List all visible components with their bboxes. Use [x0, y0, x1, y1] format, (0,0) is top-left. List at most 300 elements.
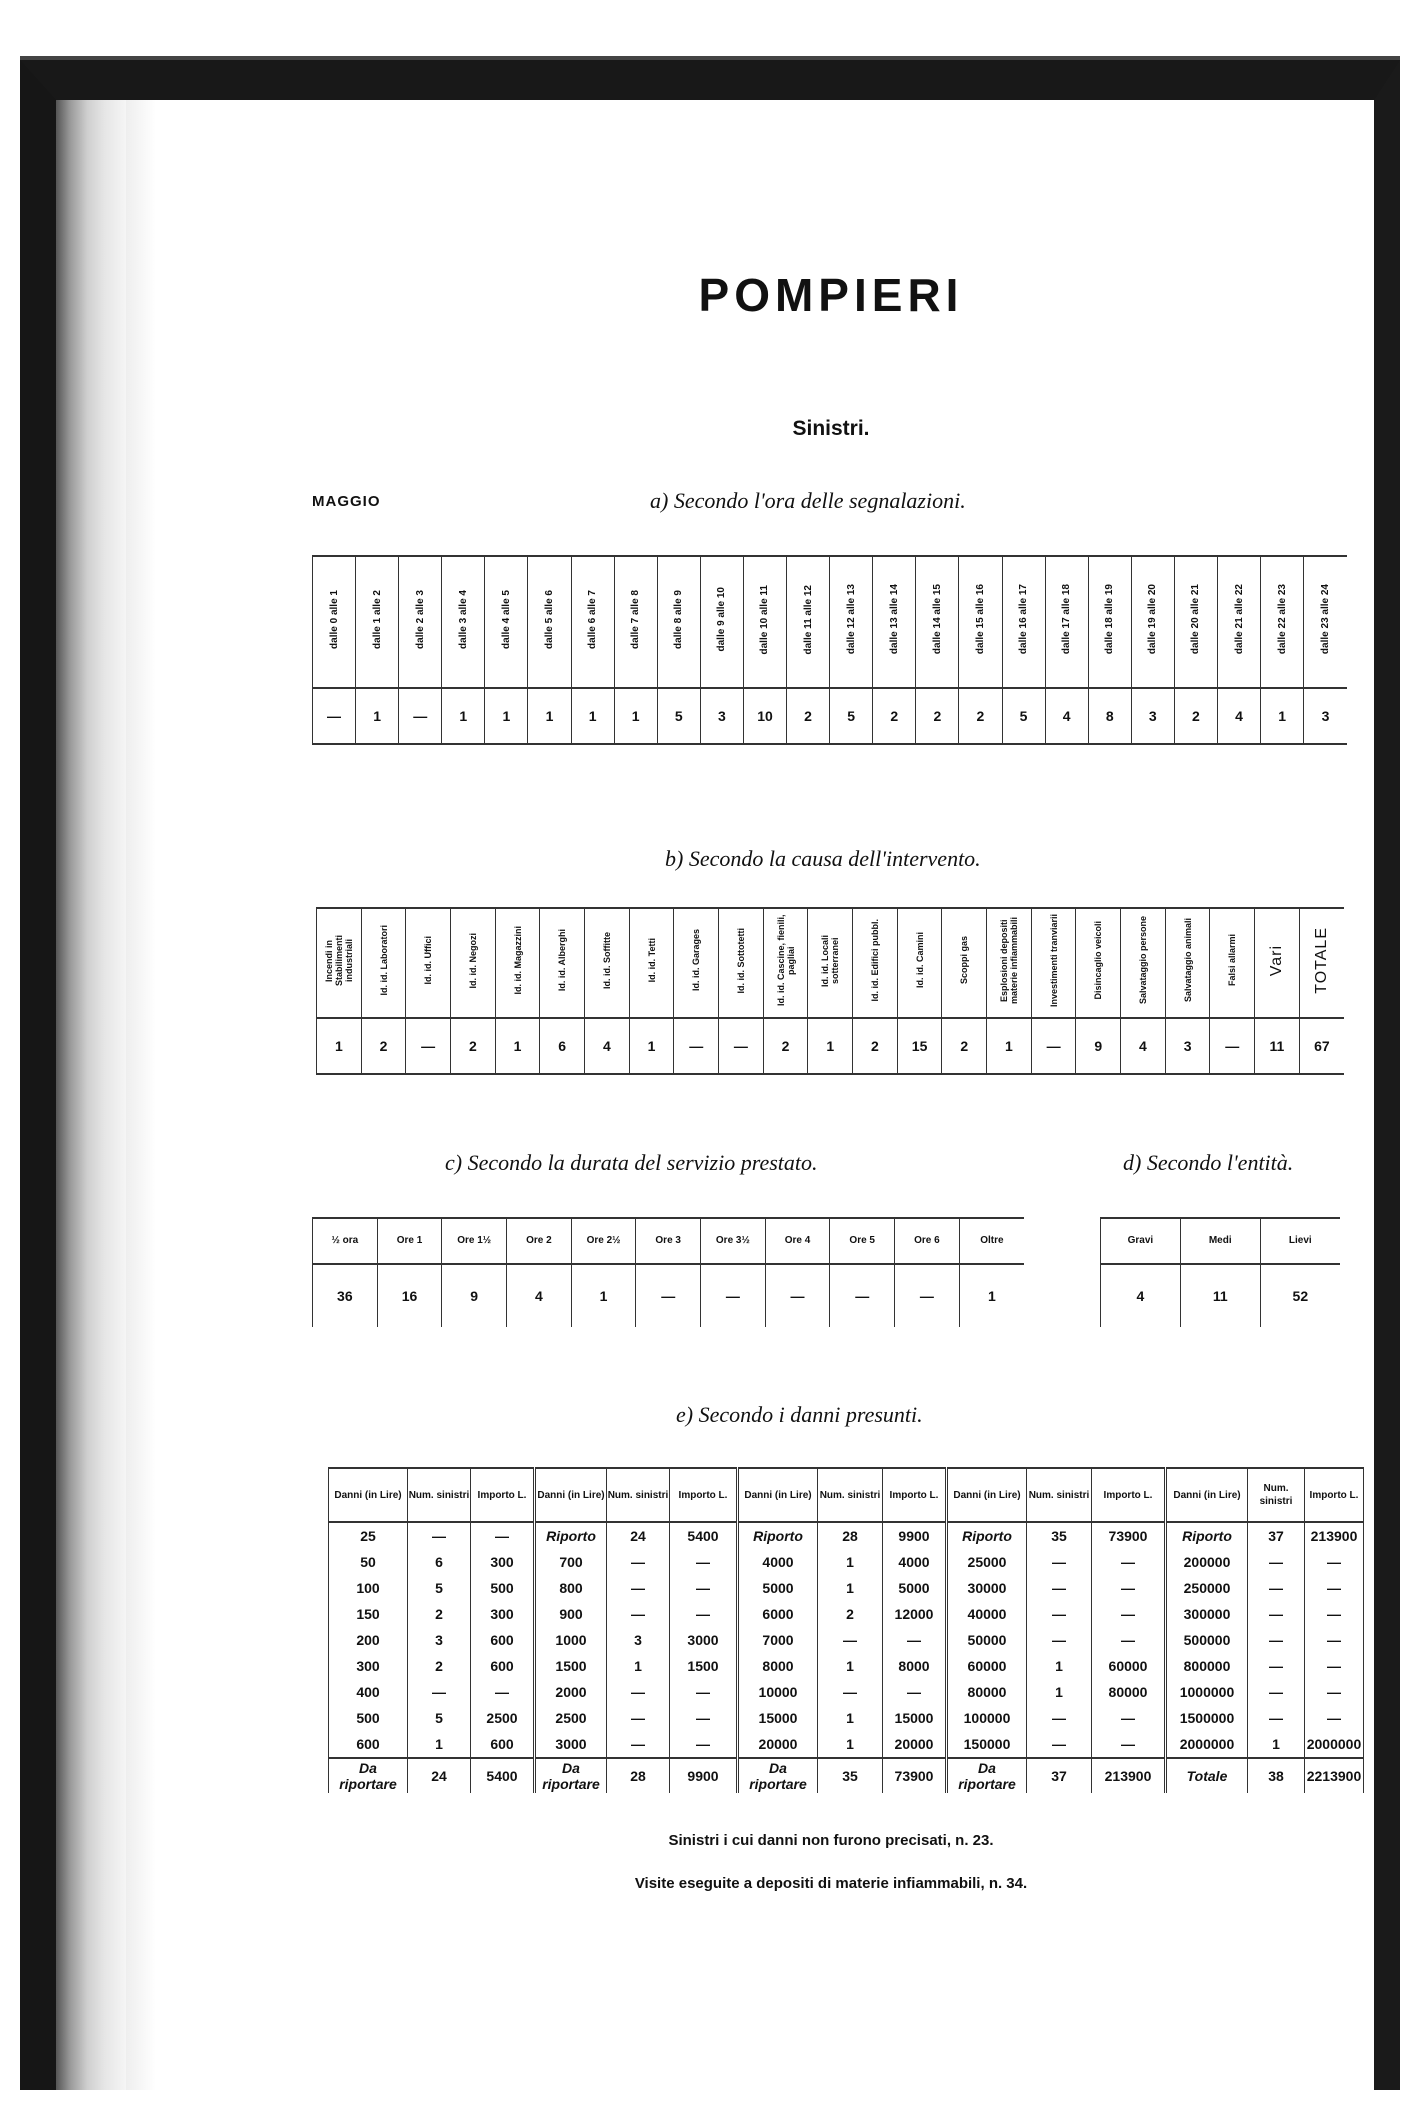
damage-header-cell: Num. sinistri: [818, 1468, 883, 1522]
damage-header-cell: Danni (in Lire): [947, 1468, 1027, 1522]
cause-value-cell: 1: [629, 1018, 674, 1074]
damage-cell: —: [818, 1627, 883, 1653]
duration-header-cell: Ore 2: [507, 1218, 572, 1264]
damage-row: [329, 1601, 1364, 1627]
damage-cell: 15000: [738, 1705, 818, 1731]
damage-header-cell: Num. sinistri: [607, 1468, 670, 1522]
damage-cell: 50: [329, 1549, 408, 1575]
hour-header-label: dalle 6 alle 7: [587, 590, 599, 649]
damage-cell: —: [471, 1679, 535, 1705]
entity-value-cell: 11: [1180, 1264, 1260, 1327]
damage-total-cell: 37: [1027, 1758, 1092, 1793]
cause-header-cell: [540, 908, 585, 1018]
cause-value-cell: 2: [942, 1018, 987, 1074]
damage-cell: —: [1027, 1731, 1092, 1758]
cause-header-cell: [1031, 908, 1076, 1018]
cause-value-cell: —: [406, 1018, 451, 1074]
hour-header-cell: [657, 556, 700, 688]
damage-header-cell: Num. sinistri: [408, 1468, 471, 1522]
damage-cell: 500: [329, 1705, 408, 1731]
damage-cell: —: [408, 1679, 471, 1705]
hour-value-cell: 1: [356, 688, 399, 744]
damage-cell: 3: [408, 1627, 471, 1653]
section-a-title: a) Secondo l'ora delle segnalazioni.: [650, 488, 966, 513]
hour-header-label: dalle 22 alle 23: [1276, 584, 1288, 655]
hour-header-label: dalle 18 alle 19: [1104, 584, 1116, 655]
damage-cell: 600: [471, 1731, 535, 1758]
damage-header-cell: Importo L.: [471, 1468, 535, 1522]
page-subtitle: Sinistri.: [792, 417, 870, 440]
damage-header-cell: Danni (in Lire): [329, 1468, 408, 1522]
cause-header-label: Id. id. Camini: [914, 932, 925, 989]
damage-cell: 28: [818, 1522, 883, 1549]
damage-cell: —: [1027, 1705, 1092, 1731]
damage-cell: —: [670, 1549, 738, 1575]
hour-value-cell: 4: [1045, 688, 1088, 744]
damage-cell: —: [1305, 1627, 1364, 1653]
cause-value-cell: 2: [763, 1018, 808, 1074]
damage-cell: 300: [471, 1601, 535, 1627]
section-c-title: c) Secondo la durata del servizio prestato.: [445, 1150, 818, 1175]
book-spine-highlight: [126, 100, 156, 2090]
damage-header-cell: Danni (in Lire): [1166, 1468, 1248, 1522]
cause-header-cell: [1165, 908, 1210, 1018]
cause-header-cell: [897, 908, 942, 1018]
hour-value-cell: 2: [1174, 688, 1217, 744]
damage-row: [329, 1679, 1364, 1705]
damage-cell: 500000: [1166, 1627, 1248, 1653]
cause-value-cell: 6: [540, 1018, 585, 1074]
hour-header-label: dalle 23 alle 24: [1320, 584, 1332, 655]
cause-header-cell: [406, 908, 451, 1018]
damage-total-cell: Da riportare: [738, 1758, 818, 1793]
cause-table: [316, 907, 1344, 1075]
damage-total-cell: 213900: [1092, 1758, 1166, 1793]
hour-header-cell: [787, 556, 830, 688]
hour-header-label: dalle 3 alle 4: [457, 590, 469, 649]
duration-header-cell: Ore 1: [377, 1218, 442, 1264]
hour-header-label: dalle 19 alle 20: [1147, 584, 1159, 655]
hour-header-cell: [830, 556, 873, 688]
hour-header-cell: [485, 556, 528, 688]
cause-value-cell: 2: [451, 1018, 496, 1074]
damage-cell: 40000: [947, 1601, 1027, 1627]
damage-cell: —: [1092, 1601, 1166, 1627]
duration-value-cell: —: [765, 1264, 830, 1327]
damage-cell: 2: [818, 1601, 883, 1627]
damage-cell: 1: [818, 1575, 883, 1601]
damage-cell: 60000: [947, 1653, 1027, 1679]
damage-total-cell: 38: [1248, 1758, 1305, 1793]
damage-cell: —: [1248, 1601, 1305, 1627]
hour-table: [312, 555, 1347, 745]
damage-cell: —: [607, 1679, 670, 1705]
damage-row: [329, 1653, 1364, 1679]
cause-header-label: Id. id. Cascine, fienili, pagliai: [775, 914, 796, 1007]
hour-value-cell: —: [399, 688, 442, 744]
damage-cell: 80000: [1092, 1679, 1166, 1705]
duration-header-cell: Ore 3: [636, 1218, 701, 1264]
cause-value-cell: 1: [495, 1018, 540, 1074]
damage-cell: 4000: [738, 1549, 818, 1575]
damage-cell: 900: [535, 1601, 607, 1627]
hour-header-cell: [743, 556, 786, 688]
cause-value-cell: —: [674, 1018, 719, 1074]
damage-cell: —: [1248, 1679, 1305, 1705]
cause-header-label: Id. id. Magazzini: [512, 926, 523, 995]
damage-cell: 200: [329, 1627, 408, 1653]
damage-cell: —: [1248, 1575, 1305, 1601]
damage-cell: —: [1305, 1601, 1364, 1627]
hour-header-label: dalle 14 alle 15: [931, 584, 943, 655]
hour-value-cell: 2: [959, 688, 1002, 744]
damage-cell: —: [1027, 1627, 1092, 1653]
damage-header-cell: Danni (in Lire): [738, 1468, 818, 1522]
hour-value-cell: 1: [571, 688, 614, 744]
hour-value-cell: —: [313, 688, 356, 744]
damage-cell: Riporto: [738, 1522, 818, 1549]
damage-cell: —: [1305, 1705, 1364, 1731]
hour-header-label: dalle 2 alle 3: [414, 590, 426, 649]
hour-value-cell: 2: [787, 688, 830, 744]
duration-value-cell: —: [830, 1264, 895, 1327]
hour-header-label: dalle 9 alle 10: [716, 587, 728, 652]
cause-header-label: Investimenti tranviarii: [1048, 913, 1059, 1008]
damage-cell: 800000: [1166, 1653, 1248, 1679]
damage-cell: 9900: [883, 1522, 947, 1549]
damage-row: [329, 1705, 1364, 1731]
page-title: POMPIERI: [698, 269, 964, 321]
cause-value-cell: 9: [1076, 1018, 1121, 1074]
damage-cell: 700: [535, 1549, 607, 1575]
hour-header-cell: [1304, 556, 1347, 688]
damage-row: [329, 1731, 1364, 1758]
damage-cell: —: [607, 1601, 670, 1627]
damage-cell: 12000: [883, 1601, 947, 1627]
damage-cell: —: [1092, 1575, 1166, 1601]
cause-header-label: Id. id. Negozi: [467, 932, 478, 989]
damage-cell: 2500: [471, 1705, 535, 1731]
hour-value-cell: 1: [442, 688, 485, 744]
damage-cell: 6: [408, 1549, 471, 1575]
damage-total-cell: 9900: [670, 1758, 738, 1793]
hour-value-cell: 5: [830, 688, 873, 744]
damage-cell: 1: [1248, 1731, 1305, 1758]
hour-header-label: dalle 5 alle 6: [544, 590, 556, 649]
cause-header-cell: [853, 908, 898, 1018]
damage-row: [329, 1627, 1364, 1653]
damage-cell: 24: [607, 1522, 670, 1549]
damage-cell: 2000000: [1166, 1731, 1248, 1758]
cause-value-cell: 11: [1255, 1018, 1300, 1074]
damage-cell: 5: [408, 1575, 471, 1601]
hour-header-cell: [571, 556, 614, 688]
hour-header-label: dalle 15 alle 16: [974, 584, 986, 655]
duration-header-cell: Ore 2½: [571, 1218, 636, 1264]
damage-cell: 6000: [738, 1601, 818, 1627]
damage-cell: 100000: [947, 1705, 1027, 1731]
duration-header-cell: ½ ora: [313, 1218, 378, 1264]
damage-cell: 8000: [738, 1653, 818, 1679]
hour-header-cell: [614, 556, 657, 688]
hour-value-cell: 3: [1304, 688, 1347, 744]
hour-value-cell: 2: [916, 688, 959, 744]
damage-cell: 1: [818, 1731, 883, 1758]
damage-cell: —: [607, 1731, 670, 1758]
cause-header-label: Id. id. Laboratori: [378, 925, 389, 996]
duration-table: [312, 1217, 1024, 1327]
damage-cell: 1: [408, 1731, 471, 1758]
hour-header-label: dalle 20 alle 21: [1190, 584, 1202, 655]
damage-header-cell: Importo L.: [670, 1468, 738, 1522]
entity-value-cell: 4: [1101, 1264, 1181, 1327]
damage-total-cell: Da riportare: [535, 1758, 607, 1793]
damage-cell: —: [883, 1679, 947, 1705]
damage-cell: 25: [329, 1522, 408, 1549]
damage-row: [329, 1549, 1364, 1575]
footnote-unspecified-damages: Sinistri i cui danni non furono precisati, n. 23.: [668, 1832, 994, 1849]
hour-header-label: dalle 11 alle 12: [802, 584, 814, 655]
hour-value-cell: 1: [614, 688, 657, 744]
damage-cell: 4000: [883, 1549, 947, 1575]
hour-header-cell: [959, 556, 1002, 688]
damage-header-cell: Importo L.: [1092, 1468, 1166, 1522]
cause-value-cell: 1: [987, 1018, 1032, 1074]
damage-cell: 30000: [947, 1575, 1027, 1601]
hour-header-cell: [356, 556, 399, 688]
hour-header-label: dalle 10 alle 11: [759, 584, 771, 655]
hour-header-cell: [1002, 556, 1045, 688]
damage-cell: 600: [471, 1627, 535, 1653]
hour-value-cell: 1: [485, 688, 528, 744]
cause-header-label: Id. id. Edifici pubbl.: [869, 919, 880, 1002]
damage-cell: Riporto: [947, 1522, 1027, 1549]
damage-cell: Riporto: [1166, 1522, 1248, 1549]
cause-value-cell: 15: [897, 1018, 942, 1074]
hour-header-cell: [1261, 556, 1304, 688]
cause-value-cell: —: [1031, 1018, 1076, 1074]
book-spine-shadow: [56, 100, 126, 2090]
damage-total-cell: Totale: [1166, 1758, 1248, 1793]
cause-header-cell: [1299, 908, 1344, 1018]
damage-total-cell: 24: [408, 1758, 471, 1793]
cause-header-cell: [585, 908, 630, 1018]
damage-cell: —: [1027, 1575, 1092, 1601]
damage-cell: 150000: [947, 1731, 1027, 1758]
cause-header-label: Falsi allarmi: [1227, 934, 1238, 987]
damage-cell: 100: [329, 1575, 408, 1601]
damage-cell: —: [1092, 1627, 1166, 1653]
month-label: MAGGIO: [312, 493, 381, 510]
damage-header-cell: Importo L.: [1305, 1468, 1364, 1522]
hour-header-label: dalle 4 alle 5: [500, 590, 512, 649]
damage-cell: —: [1248, 1705, 1305, 1731]
cause-header-cell: [1076, 908, 1121, 1018]
footnote-inspections: Visite eseguite a depositi di materie infiammabili, n. 34.: [634, 1875, 1028, 1892]
damage-cell: 2000000: [1305, 1731, 1364, 1758]
cause-value-cell: 4: [1121, 1018, 1166, 1074]
damage-cell: —: [1248, 1627, 1305, 1653]
damage-cell: 2500: [535, 1705, 607, 1731]
damage-cell: 1: [818, 1705, 883, 1731]
cause-header-cell: [361, 908, 406, 1018]
hour-header-cell: [1174, 556, 1217, 688]
cause-value-cell: —: [719, 1018, 764, 1074]
damage-header-cell: Num. sinistri: [1027, 1468, 1092, 1522]
hour-header-cell: [916, 556, 959, 688]
hour-header-label: dalle 16 alle 17: [1018, 584, 1030, 655]
damage-cell: 150: [329, 1601, 408, 1627]
hour-header-label: dalle 13 alle 14: [888, 584, 900, 655]
cause-header-label: Id. id. Tetti: [646, 938, 657, 983]
duration-value-cell: 36: [313, 1264, 378, 1327]
hour-header-label: dalle 12 alle 13: [845, 584, 857, 655]
cause-header-label: Id. id. Soffitte: [601, 932, 612, 989]
duration-value-cell: —: [701, 1264, 766, 1327]
cause-header-cell: [1121, 908, 1166, 1018]
damage-cell: 15000: [883, 1705, 947, 1731]
damage-cell: Riporto: [535, 1522, 607, 1549]
damage-cell: 600: [329, 1731, 408, 1758]
damage-cell: 20000: [883, 1731, 947, 1758]
cause-header-cell: [942, 908, 987, 1018]
hour-header-cell: [1131, 556, 1174, 688]
damage-total-cell: 35: [818, 1758, 883, 1793]
damage-cell: —: [1305, 1653, 1364, 1679]
damage-cell: —: [607, 1575, 670, 1601]
damage-cell: —: [670, 1679, 738, 1705]
duration-value-cell: —: [636, 1264, 701, 1327]
cause-header-label: Id. id. Uffici: [423, 936, 434, 985]
cause-header-label: Scoppi gas: [959, 936, 970, 985]
hour-header-cell: [1217, 556, 1260, 688]
damage-cell: 3000: [535, 1731, 607, 1758]
cause-header-label: TOTALE: [1312, 927, 1330, 994]
damage-cell: —: [1305, 1575, 1364, 1601]
cause-value-cell: 2: [361, 1018, 406, 1074]
damage-total-cell: 5400: [471, 1758, 535, 1793]
hour-header-cell: [313, 556, 356, 688]
damage-cell: 1: [607, 1653, 670, 1679]
damage-cell: 1: [818, 1653, 883, 1679]
damage-cell: 300: [329, 1653, 408, 1679]
damage-cell: 80000: [947, 1679, 1027, 1705]
cause-header-cell: [987, 908, 1032, 1018]
damage-cell: 5000: [883, 1575, 947, 1601]
damage-cell: —: [670, 1731, 738, 1758]
duration-header-cell: Ore 5: [830, 1218, 895, 1264]
damage-cell: —: [1248, 1653, 1305, 1679]
duration-header-cell: Ore 4: [765, 1218, 830, 1264]
cause-header-label: Salvataggio animali: [1182, 918, 1193, 1003]
hour-header-label: dalle 7 alle 8: [630, 590, 642, 649]
damage-cell: 3000: [670, 1627, 738, 1653]
damage-cell: 1: [1027, 1679, 1092, 1705]
hour-value-cell: 3: [1131, 688, 1174, 744]
damage-cell: —: [1092, 1705, 1166, 1731]
damage-cell: 2: [408, 1601, 471, 1627]
hour-header-cell: [442, 556, 485, 688]
damage-cell: 2: [408, 1653, 471, 1679]
cause-header-cell: [1210, 908, 1255, 1018]
damage-cell: 5000: [738, 1575, 818, 1601]
hour-header-cell: [399, 556, 442, 688]
cause-header-label: Vari: [1267, 944, 1285, 977]
damage-total-cell: 28: [607, 1758, 670, 1793]
damage-total-cell: 2213900: [1305, 1758, 1364, 1793]
damage-cell: —: [1027, 1549, 1092, 1575]
cause-header-cell: [317, 908, 362, 1018]
damage-cell: 73900: [1092, 1522, 1166, 1549]
damage-cell: 250000: [1166, 1575, 1248, 1601]
damage-cell: —: [1305, 1679, 1364, 1705]
hour-header-cell: [873, 556, 916, 688]
cause-value-cell: 1: [317, 1018, 362, 1074]
hour-value-cell: 2: [873, 688, 916, 744]
damage-cell: 7000: [738, 1627, 818, 1653]
damage-cell: —: [670, 1575, 738, 1601]
damage-cell: 5: [408, 1705, 471, 1731]
damage-cell: —: [818, 1679, 883, 1705]
damage-cell: 60000: [1092, 1653, 1166, 1679]
duration-value-cell: 1: [571, 1264, 636, 1327]
entity-header-cell: Lievi: [1260, 1218, 1340, 1264]
hour-value-cell: 5: [1002, 688, 1045, 744]
hour-header-label: dalle 0 alle 1: [328, 590, 340, 649]
cause-header-cell: [451, 908, 496, 1018]
hour-value-cell: 3: [700, 688, 743, 744]
damage-row: [329, 1522, 1364, 1549]
damage-cell: 20000: [738, 1731, 818, 1758]
cause-header-label: Salvataggio persone: [1137, 916, 1148, 1005]
entity-header-cell: Medi: [1180, 1218, 1260, 1264]
cause-header-label: Id. id. Alberghi: [557, 929, 568, 992]
damage-cell: —: [471, 1522, 535, 1549]
entity-table: [1100, 1217, 1340, 1327]
section-d-title: d) Secondo l'entità.: [1123, 1150, 1294, 1175]
cause-header-label: Id. id. Sottotetti: [735, 927, 746, 994]
damage-cell: —: [607, 1549, 670, 1575]
damage-row: [329, 1575, 1364, 1601]
damage-cell: —: [607, 1705, 670, 1731]
cause-header-label: Esplosioni depositi materie infiammabili: [998, 916, 1019, 1005]
hour-header-label: dalle 1 alle 2: [371, 590, 383, 649]
damage-cell: 50000: [947, 1627, 1027, 1653]
damage-cell: 213900: [1305, 1522, 1364, 1549]
damage-table: [328, 1467, 1364, 1793]
damage-header-cell: Importo L.: [883, 1468, 947, 1522]
cause-header-cell: [495, 908, 540, 1018]
damage-cell: —: [883, 1627, 947, 1653]
damage-cell: 1500000: [1166, 1705, 1248, 1731]
damage-cell: 800: [535, 1575, 607, 1601]
cause-value-cell: —: [1210, 1018, 1255, 1074]
cause-value-cell: 1: [808, 1018, 853, 1074]
duration-header-cell: Ore 3½: [701, 1218, 766, 1264]
cause-header-label: Disincaglio veicoli: [1093, 921, 1104, 1000]
entity-header-cell: Gravi: [1101, 1218, 1181, 1264]
hour-value-cell: 4: [1217, 688, 1260, 744]
hour-header-label: dalle 17 alle 18: [1061, 584, 1073, 655]
cause-header-cell: [763, 908, 808, 1018]
hour-value-cell: 1: [1261, 688, 1304, 744]
damage-cell: 300000: [1166, 1601, 1248, 1627]
duration-value-cell: 16: [377, 1264, 442, 1327]
hour-header-cell: [1088, 556, 1131, 688]
damage-total-cell: 73900: [883, 1758, 947, 1793]
section-b-title: b) Secondo la causa dell'intervento.: [665, 846, 981, 871]
damage-cell: —: [1092, 1731, 1166, 1758]
